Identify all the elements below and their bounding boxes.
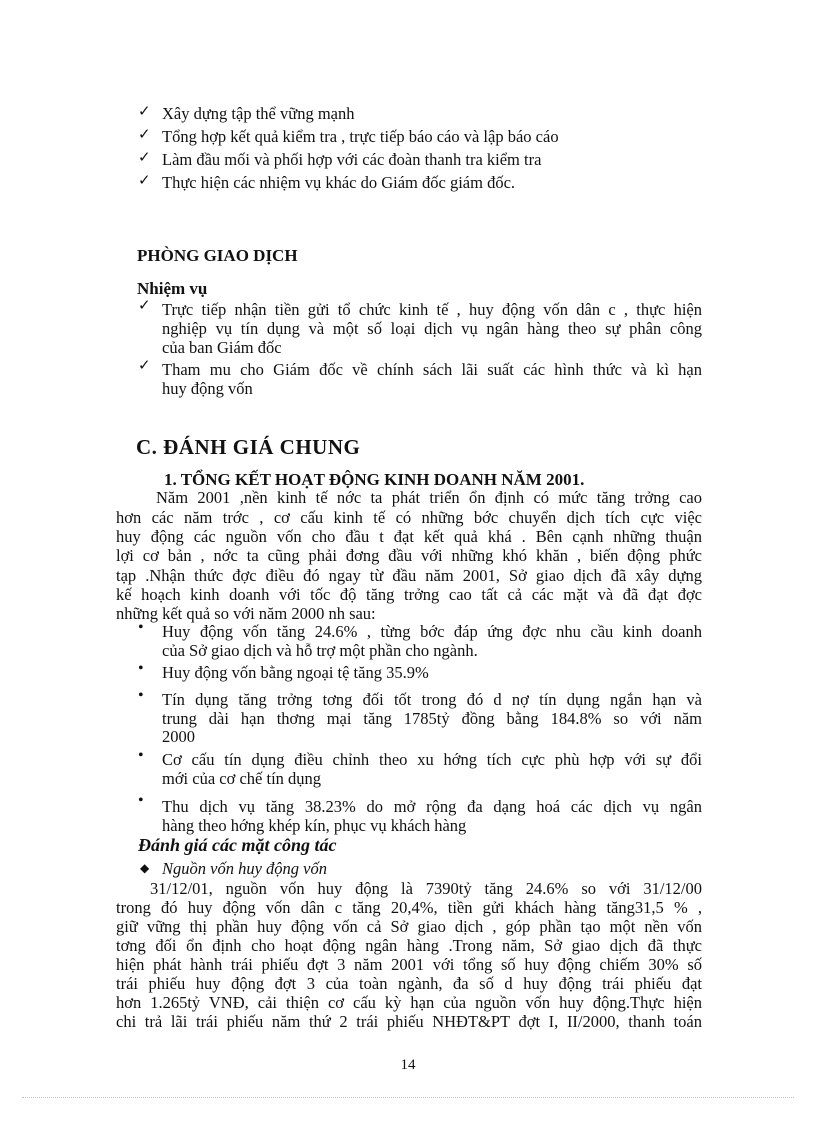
checklist-item: nghiệp vụ tín dụng và một số loại dịch vụ ngân hàng theo sự phân công — [162, 319, 702, 338]
bullet-icon: • — [138, 687, 144, 704]
checkmark-icon: ✓ — [138, 150, 151, 166]
paragraph-line: tạp .Nhận thức đợc điều đó ngay từ đầu năm 2001, Sở giao dịch đã xây dựng — [116, 566, 702, 585]
checkmark-icon: ✓ — [138, 104, 151, 120]
paragraph-line: tơng đối ổn định cho hoạt động ngân hàng .Trong năm, Sở giao dịch đã thực — [116, 936, 702, 955]
bullet-icon: • — [138, 747, 144, 764]
bullet-icon: • — [138, 660, 144, 677]
bullet-item: Huy động vốn bằng ngoại tệ tăng 35.9% — [162, 663, 429, 682]
paragraph-line: Năm 2001 ,nền kinh tế nớc ta phát triển ổn định có mức tăng trởng cao — [156, 488, 702, 507]
paragraph-line: hiện phát hành trái phiếu đợt 3 năm 2001 với tổng số huy động chiếm 30% số — [116, 955, 702, 974]
page-number: 14 — [400, 1057, 416, 1073]
checklist-item: Thực hiện các nhiệm vụ khác do Giám đốc giám đốc. — [162, 173, 516, 192]
section-heading: C. ĐÁNH GIÁ CHUNG — [136, 435, 361, 459]
paragraph-line: trong đó huy động vốn dân c tăng 20,4%, tiền gửi khách hàng tăng31,5 % , — [116, 898, 702, 917]
bullet-item: Huy động vốn tăng 24.6% , từng bớc đáp ứng đợc nhu cầu kinh doanh — [162, 622, 702, 641]
subsection-heading: Nhiệm vụ — [137, 279, 208, 298]
bullet-item: của Sở giao dịch và hỗ trợ một phần cho ngành. — [162, 641, 478, 660]
paragraph-line: trái phiếu huy động đợt 3 của toàn ngành, đa số d huy động trái phiếu đạt — [116, 974, 702, 993]
checkmark-icon: ✓ — [138, 358, 151, 374]
paragraph-line: giữ vững thị phần huy động vốn cả Sở giao dịch , góp phần tạo một nền vốn — [116, 917, 702, 936]
checklist-item: huy động vốn — [162, 379, 253, 398]
checklist-item: Tổng hợp kết quả kiểm tra , trực tiếp báo cáo và lập báo cáo — [162, 127, 559, 146]
checklist-item: Xây dựng tập thể vững mạnh — [162, 104, 355, 123]
paragraph-line: chi trả lãi trái phiếu năm thứ 2 trái phiếu NHĐT&PT đợt I, II/2000, thanh toán — [116, 1012, 702, 1031]
sub-heading: Nguồn vốn huy động vốn — [162, 859, 327, 878]
bullet-item: 2000 — [162, 727, 195, 746]
footer-divider — [22, 1097, 794, 1098]
paragraph-line: những kết quả so với năm 2000 nh sau: — [116, 604, 376, 623]
section-heading: PHÒNG GIAO DỊCH — [137, 246, 298, 265]
checklist-item: Trực tiếp nhận tiền gửi tổ chức kinh tế , huy động vốn dân c , thực hiện — [162, 300, 702, 319]
checkmark-icon: ✓ — [138, 173, 151, 189]
checkmark-icon: ✓ — [138, 127, 151, 143]
bullet-item: mới của cơ chế tín dụng — [162, 769, 322, 788]
bullet-item: trung dài hạn thơng mại tăng 1785tỷ đồng bằng 184.8% so với năm — [162, 709, 702, 728]
bullet-item: Cơ cấu tín dụng điều chỉnh theo xu hớng tích cực phù hợp với sự đổi — [162, 750, 702, 769]
subsection-heading: Đánh giá các mặt công tác — [138, 835, 337, 855]
checklist-item: của ban Giám đốc — [162, 338, 282, 357]
paragraph-line: kế hoạch kinh doanh với tốc độ tăng trởng cao tất cả các mặt và đã đạt đợc — [116, 585, 702, 604]
paragraph-line: 31/12/01, nguồn vốn huy động là 7390tỷ tăng 24.6% so với 31/12/00 — [150, 879, 702, 898]
bullet-icon: • — [138, 619, 144, 636]
paragraph-line: hơn các năm trớc , cơ cấu kinh tế có những bớc chuyển dịch tích cực việc — [116, 508, 702, 527]
checklist-item: Tham mu cho Giám đốc về chính sách lãi suất các hình thức và kì hạn — [162, 360, 702, 379]
diamond-bullet-icon: ◆ — [140, 861, 150, 875]
bullet-item: Tín dụng tăng trởng tơng đối tốt trong đó d nợ tín dụng ngắn hạn và — [162, 690, 702, 709]
paragraph-line: huy động các nguồn vốn cho đầu t đạt kết quả khá . Bên cạnh những thuận — [116, 527, 702, 546]
bullet-item: hàng theo hớng khép kín, phục vụ khách hàng — [162, 816, 467, 835]
paragraph-line: lợi cơ bản , nớc ta cũng phải đơng đầu với những khó khăn , biến động phức — [116, 546, 702, 565]
checkmark-icon: ✓ — [138, 298, 151, 314]
bullet-item: Thu dịch vụ tăng 38.23% do mở rộng đa dạng hoá các dịch vụ ngân — [162, 797, 702, 816]
paragraph-line: hơn 1.265tỷ VNĐ, cải thiện cơ cấu kỳ hạn của nguồn vốn huy động.Thực hiện — [116, 993, 702, 1012]
checklist-item: Làm đầu mối và phối hợp với các đoàn thanh tra kiểm tra — [162, 150, 542, 169]
subsection-heading: 1. TỔNG KẾT HOẠT ĐỘNG KINH DOANH NĂM 2001. — [164, 470, 585, 489]
bullet-icon: • — [138, 792, 144, 809]
